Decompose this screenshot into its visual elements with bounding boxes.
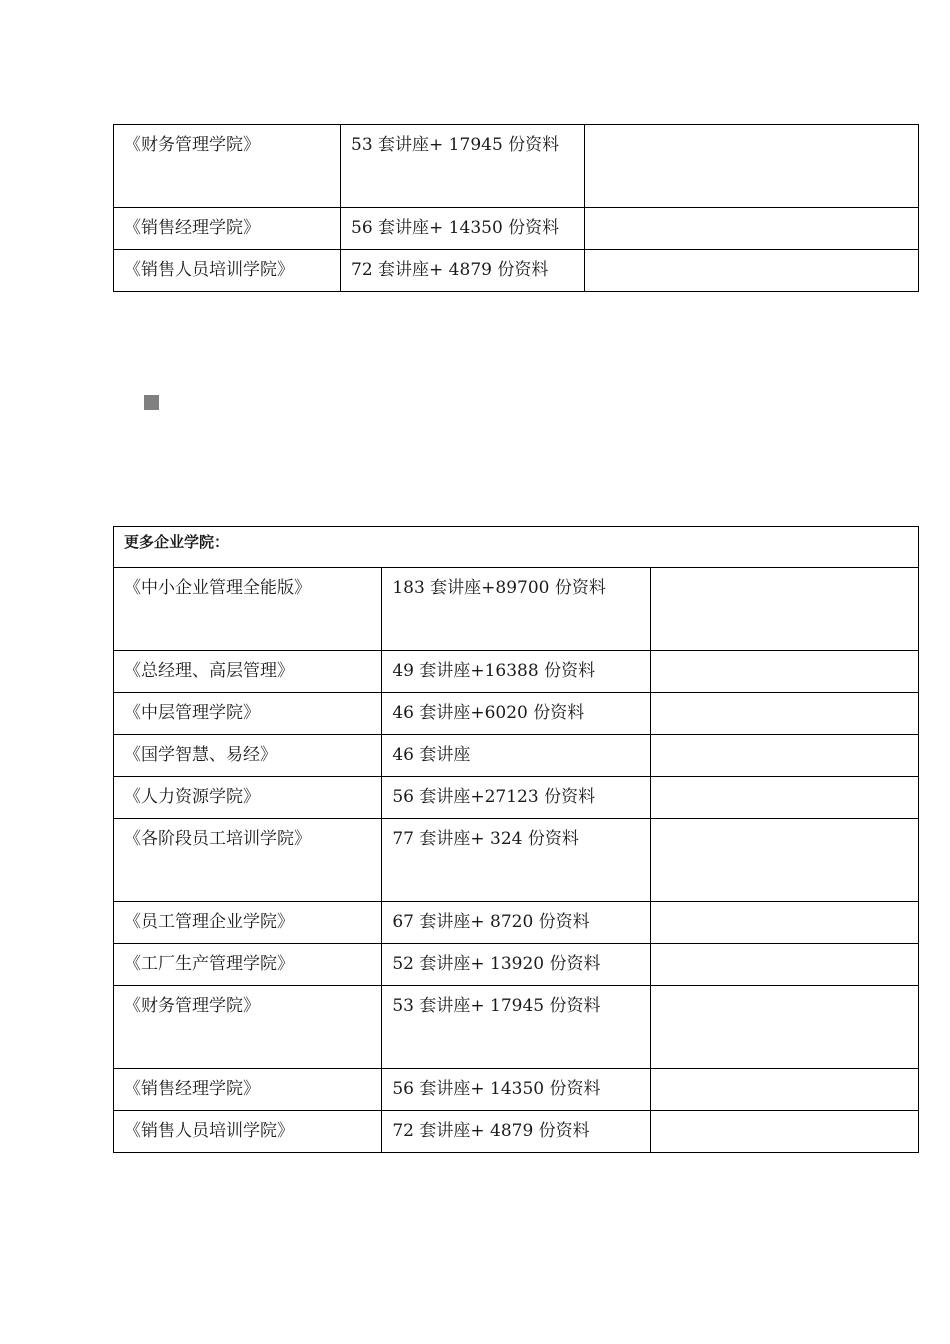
empty-cell (650, 693, 918, 735)
table-row (114, 902, 919, 944)
table-row (114, 986, 919, 1069)
empty-cell (650, 819, 918, 902)
course-detail: 53 套讲座+ 17945 份资料 (382, 986, 650, 1069)
empty-cell (650, 1111, 918, 1153)
course-detail: 72 套讲座+ 4879 份资料 (382, 1111, 650, 1153)
course-detail: 46 套讲座 (382, 735, 650, 777)
course-name: 《国学智慧、易经》 (114, 735, 382, 777)
table-row (114, 568, 919, 651)
course-detail: 49 套讲座+16388 份资料 (382, 651, 650, 693)
course-name: 《财务管理学院》 (114, 986, 382, 1069)
empty-cell (650, 944, 918, 986)
square-bullet-icon (144, 395, 159, 410)
course-name: 《中层管理学院》 (114, 693, 382, 735)
table-row (114, 693, 919, 735)
course-name: 《销售经理学院》 (114, 1069, 382, 1111)
course-name: 《员工管理企业学院》 (114, 902, 382, 944)
course-detail: 183 套讲座+89700 份资料 (382, 568, 650, 651)
course-name: 《销售人员培训学院》 (114, 250, 341, 292)
empty-cell (650, 651, 918, 693)
course-detail: 46 套讲座+6020 份资料 (382, 693, 650, 735)
empty-cell (650, 568, 918, 651)
course-name: 《总经理、高层管理》 (114, 651, 382, 693)
course-name: 《财务管理学院》 (114, 125, 341, 208)
empty-cell (650, 735, 918, 777)
table-row (114, 208, 919, 250)
empty-cell (585, 250, 919, 292)
table-row (114, 777, 919, 819)
course-detail: 56 套讲座+27123 份资料 (382, 777, 650, 819)
course-name: 《工厂生产管理学院》 (114, 944, 382, 986)
course-detail: 52 套讲座+ 13920 份资料 (382, 944, 650, 986)
empty-cell (650, 1069, 918, 1111)
empty-cell (650, 777, 918, 819)
table-row (114, 944, 919, 986)
course-detail: 56 套讲座+ 14350 份资料 (341, 208, 585, 250)
more-colleges-table (113, 526, 919, 1153)
course-detail: 56 套讲座+ 14350 份资料 (382, 1069, 650, 1111)
table-row (114, 250, 919, 292)
table-header-row (114, 527, 919, 568)
table-row (114, 819, 919, 902)
course-name: 《各阶段员工培训学院》 (114, 819, 382, 902)
empty-cell (650, 902, 918, 944)
table-row (114, 125, 919, 208)
table-header: 更多企业学院： (114, 527, 919, 568)
empty-cell (585, 125, 919, 208)
course-name: 《中小企业管理全能版》 (114, 568, 382, 651)
course-name: 《销售经理学院》 (114, 208, 341, 250)
course-name: 《销售人员培训学院》 (114, 1111, 382, 1153)
empty-cell (585, 208, 919, 250)
course-detail: 72 套讲座+ 4879 份资料 (341, 250, 585, 292)
empty-cell (650, 986, 918, 1069)
table-row (114, 735, 919, 777)
top-course-table (113, 124, 919, 292)
table-row (114, 1111, 919, 1153)
course-detail: 53 套讲座+ 17945 份资料 (341, 125, 585, 208)
course-name: 《人力资源学院》 (114, 777, 382, 819)
table-row (114, 651, 919, 693)
course-detail: 67 套讲座+ 8720 份资料 (382, 902, 650, 944)
table-row (114, 1069, 919, 1111)
course-detail: 77 套讲座+ 324 份资料 (382, 819, 650, 902)
